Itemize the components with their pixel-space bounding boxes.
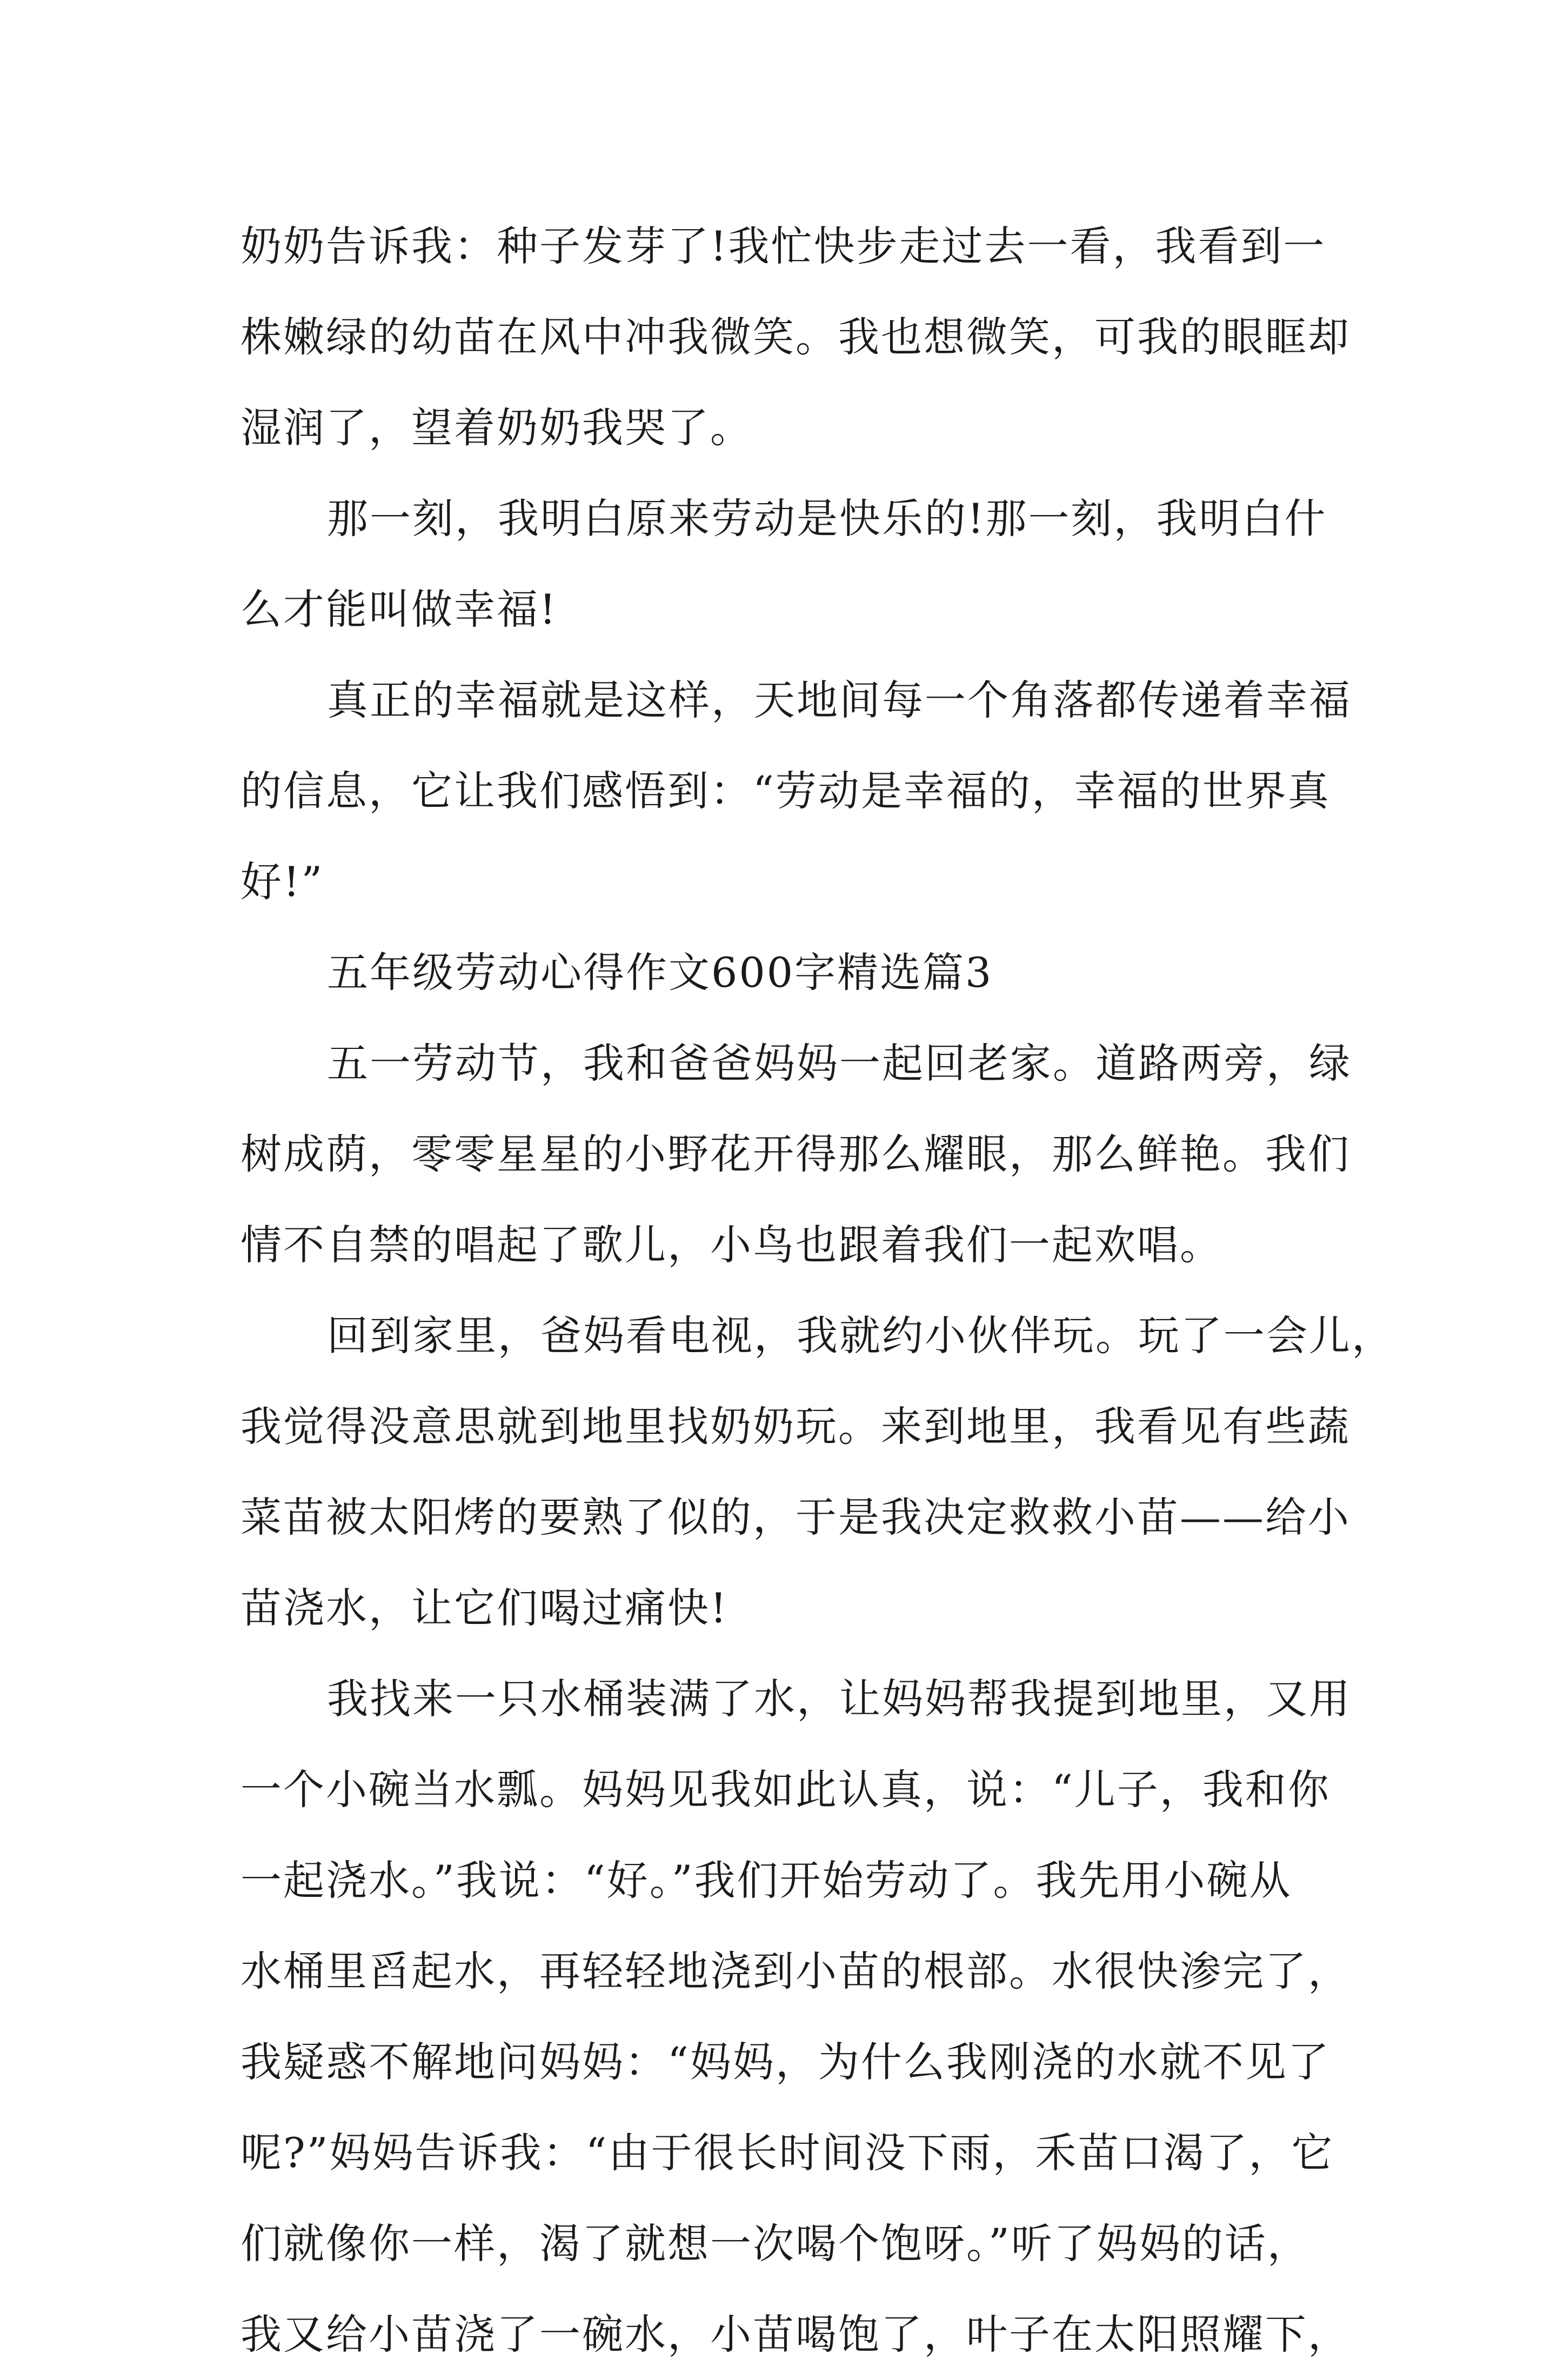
paragraph bbox=[240, 473, 1348, 655]
paragraph bbox=[240, 201, 1351, 473]
text-line: 真正的幸福就是这样，天地间每一个角落都传递着幸福 bbox=[327, 676, 1352, 724]
paragraph bbox=[240, 1018, 1352, 1291]
paragraph bbox=[240, 1654, 1352, 2380]
essay-body bbox=[240, 201, 1394, 2380]
text-line: 情不自禁的唱起了歌儿，小鸟也跟着我们一起欢唱。 bbox=[240, 1221, 1222, 1269]
paragraph bbox=[240, 655, 1352, 927]
text-line: 回到家里，爸妈看电视，我就约小伙伴玩。玩了一会儿， bbox=[327, 1312, 1394, 1360]
text-line: 我疑惑不解地问妈妈：“妈妈，为什么我刚浇的水就不见了 bbox=[240, 2038, 1331, 2086]
text-line: 们就像你一样，渴了就想一次喝个饱呀。”听了妈妈的话， bbox=[240, 2219, 1310, 2268]
text-line: 一个小碗当水瓢。妈妈见我如此认真，说：“儿子，我和你 bbox=[240, 1766, 1331, 1814]
text-line: 五一劳动节，我和爸爸妈妈一起回老家。道路两旁，绿 bbox=[327, 1039, 1352, 1087]
section-heading bbox=[240, 927, 1348, 1018]
text-line: 我又给小苗浇了一碗水，小苗喝饱了，叶子在太阳照耀下， bbox=[240, 2310, 1351, 2358]
text-line: 么才能叫做幸福! bbox=[240, 585, 558, 633]
text-line: 那一刻，我明白原来劳动是快乐的!那一刻，我明白什 bbox=[327, 494, 1327, 543]
text-line: 奶奶告诉我：种子发芽了!我忙快步走过去一看，我看到一 bbox=[240, 222, 1326, 270]
heading-line: 五年级劳动心得作文600字精选篇3 bbox=[327, 948, 993, 997]
text-line: 株嫩绿的幼苗在风中冲我微笑。我也想微笑，可我的眼眶却 bbox=[240, 313, 1351, 361]
text-line: 水桶里舀起水，再轻轻地浇到小苗的根部。水很快渗完了， bbox=[240, 1947, 1351, 1995]
text-line: 我找来一只水桶装满了水，让妈妈帮我提到地里，又用 bbox=[327, 1675, 1352, 1723]
paragraph bbox=[240, 1291, 1394, 1654]
text-line: 好!” bbox=[240, 858, 324, 906]
text-line: 菜苗被太阳烤的要熟了似的，于是我决定救救小苗——给小 bbox=[240, 1493, 1351, 1541]
text-line: 苗浇水，让它们喝过痛快! bbox=[240, 1584, 728, 1632]
text-line: 一起浇水。”我说：“好。”我们开始劳动了。我先用小碗从 bbox=[240, 1856, 1292, 1904]
text-line: 我觉得没意思就到地里找奶奶玩。来到地里，我看见有些蔬 bbox=[240, 1402, 1351, 1450]
text-line: 呢?”妈妈告诉我：“由于很长时间没下雨，禾苗口渴了，它 bbox=[240, 2129, 1334, 2177]
text-line: 湿润了，望着奶奶我哭了。 bbox=[240, 404, 753, 452]
text-line: 的信息，它让我们感悟到：“劳动是幸福的，幸福的世界真 bbox=[240, 767, 1331, 815]
text-line: 树成荫，零零星星的小野花开得那么耀眼，那么鲜艳。我们 bbox=[240, 1130, 1351, 1178]
